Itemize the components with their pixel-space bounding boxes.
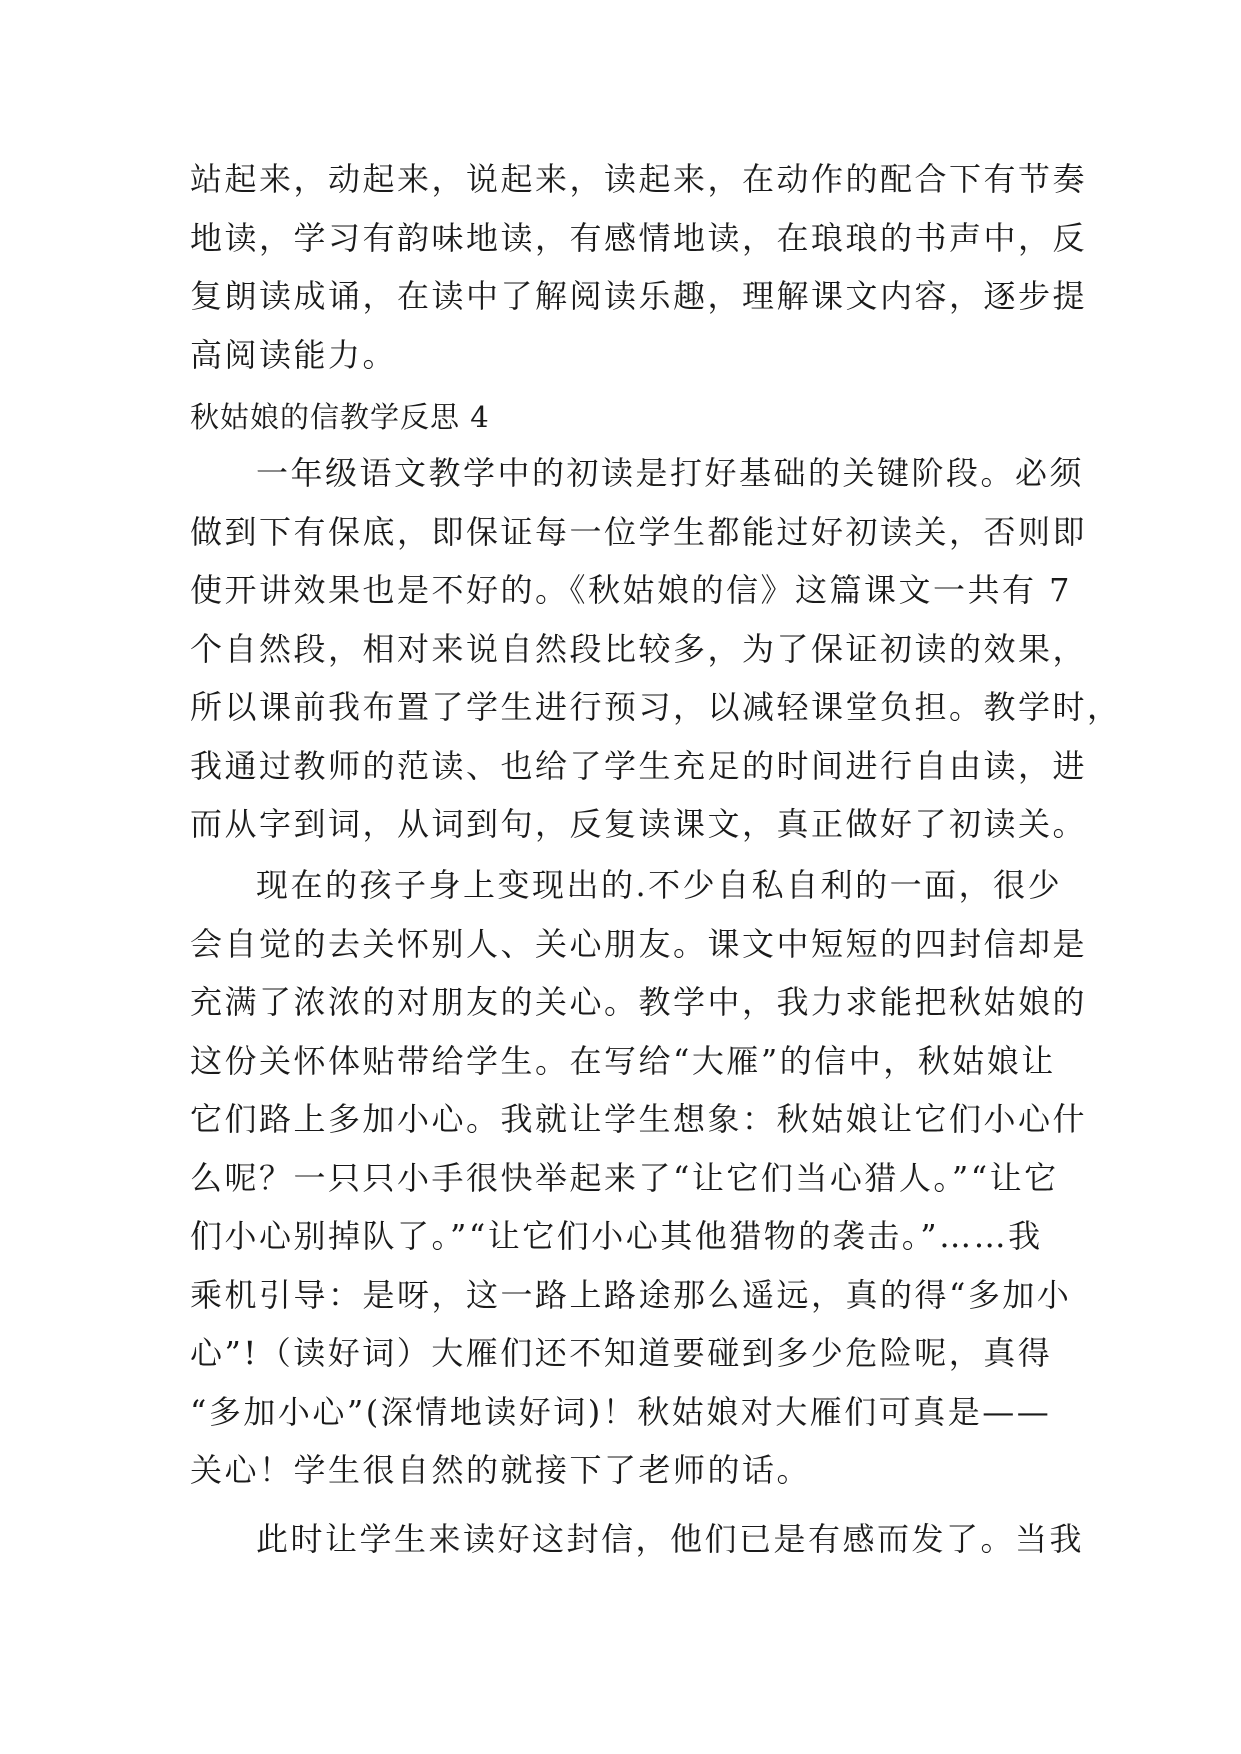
text-line: 此时让学生来读好这封信，他们已是有感而发了。当我 (256, 1520, 1085, 1558)
text-line: 我通过教师的范读、也给了学生充足的时间进行自由读，进 (190, 746, 1088, 785)
text-line: 复朗读成诵，在读中了解阅读乐趣，理解课文内容，逐步提 (190, 277, 1088, 315)
text-line: 使开讲效果也是不好的。《秋姑娘的信》这篇课文一共有 7 (190, 571, 1073, 609)
text-line: 充满了浓浓的对朋友的关心。教学中，我力求能把秋姑娘的 (190, 983, 1088, 1021)
paragraph (190, 856, 1088, 1500)
paragraph-continued (190, 150, 1088, 384)
text-line: 高阅读能力。 (190, 335, 398, 374)
text-line: 它们路上多加小心。我就让学生想象：秋姑娘让它们小心什 (190, 1100, 1088, 1138)
text-line: 一年级语文教学中的初读是打好基础的关键阶段。必须 (256, 454, 1085, 492)
text-line: 而从字到词，从词到句，反复读课文，真正做好了初读关。 (190, 805, 1088, 843)
text-line: 站起来，动起来，说起来，读起来，在动作的配合下有节奏 (190, 160, 1088, 198)
text-line: 所以课前我布置了学生进行预习，以减轻课堂负担。教学时， (190, 688, 1122, 726)
text-line: 关心！学生很自然的就接下了老师的话。 (190, 1451, 812, 1489)
text-line: 做到下有保底，即保证每一位学生都能过好初读关，否则即 (190, 512, 1088, 551)
text-line: 地读，学习有韵味地读，有感情地读，在琅琅的书声中，反 (190, 218, 1088, 257)
text-line: 们小心别掉队了。”“让它们小心其他猎物的袭击。”……我 (190, 1217, 1043, 1255)
paragraph (190, 1510, 1085, 1569)
text-line: 么呢？一只只小手很快举起来了“让它们当心猎人。”“让它 (190, 1158, 1059, 1197)
text-line: 这份关怀体贴带给学生。在写给“大雁”的信中，秋姑娘让 (190, 1041, 1056, 1080)
text-line: 现在的孩子身上变现出的.不少自私自利的一面，很少 (256, 866, 1063, 904)
text-line: 心”!（读好词）大雁们还不知道要碰到多少危险呢，真得 (190, 1334, 1053, 1372)
heading-text: 秋姑娘的信教学反思 4 (190, 400, 490, 434)
text-line: “多加小心”(深情地读好词)！秋姑娘对大雁们可真是—— (190, 1392, 1052, 1431)
paragraph (190, 444, 1122, 854)
text-line: 个自然段，相对来说自然段比较多，为了保证初读的效果， (190, 629, 1088, 668)
text-line: 会自觉的去关怀别人、关心朋友。课文中短短的四封信却是 (190, 924, 1088, 963)
section-heading (190, 390, 1060, 444)
text-line: 乘机引导：是呀，这一路上路途那么遥远，真的得“多加小 (190, 1275, 1072, 1314)
